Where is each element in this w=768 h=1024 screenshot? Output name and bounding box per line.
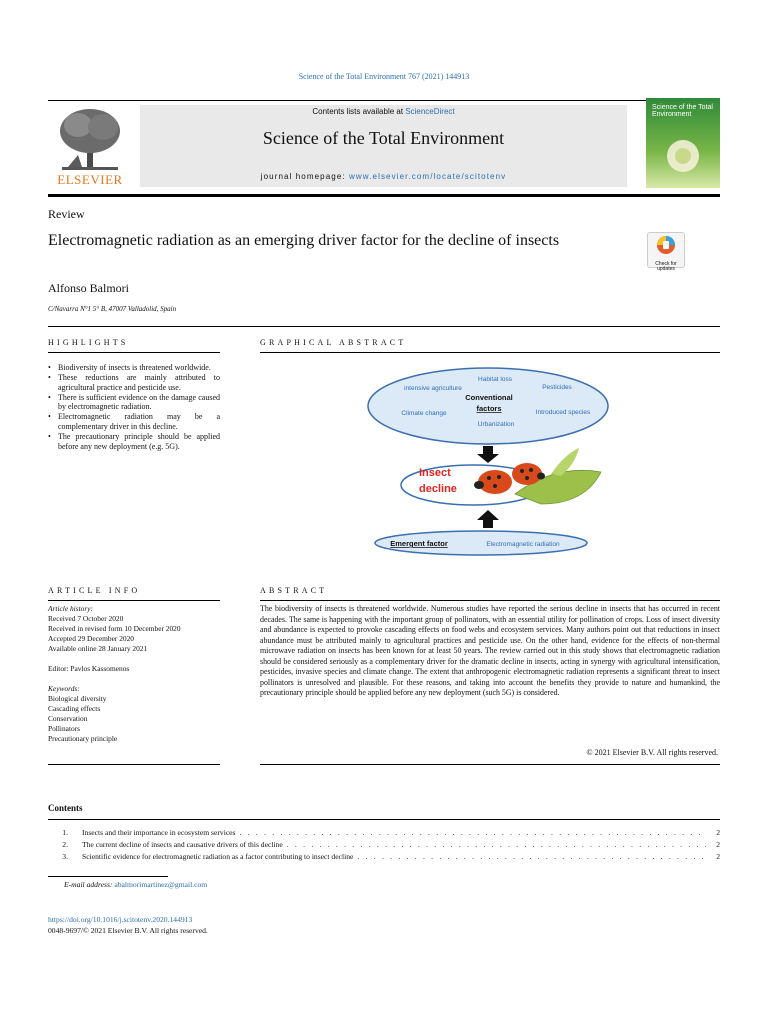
journal-homepage: [140, 172, 627, 181]
contents-rule: [48, 819, 720, 820]
history-revised: Received in revised form 10 December 2020: [48, 624, 181, 633]
keyword-item: Pollinators: [48, 724, 81, 733]
check-for-updates-button[interactable]: [647, 232, 685, 272]
toc-number: 1.: [62, 828, 68, 837]
homepage-link[interactable]: www.elsevier.com/locate/scitotenv: [349, 172, 507, 181]
crossmark-label: Check for updates: [655, 261, 677, 272]
toc-title: Scientific evidence for electromagnetic radiation as a factor contributing to insect decline: [82, 852, 354, 861]
toc-number: 3.: [62, 852, 68, 861]
toc-number: 2.: [62, 840, 68, 849]
toc-leader: [287, 840, 706, 849]
highlights-rule: [48, 352, 220, 353]
toc-entry[interactable]: [48, 840, 720, 851]
journal-citation-link[interactable]: Science of the Total Environment 767 (2021) 144913: [298, 72, 470, 81]
doi-link[interactable]: https://doi.org/10.1016/j.scitotenv.2020.144913: [48, 915, 193, 924]
editor-line: Editor: Pavlos Kassomenos: [48, 664, 130, 673]
email-label: E-mail address:: [64, 880, 113, 889]
footnote-rule: [48, 876, 168, 877]
cover-title: Science of the Total Environment: [652, 104, 713, 118]
sciencedirect-link[interactable]: ScienceDirect: [405, 107, 455, 116]
toc-entry[interactable]: [48, 828, 720, 839]
toc-entry[interactable]: [48, 852, 720, 863]
habitat-loss-label: Habitat loss: [478, 376, 512, 383]
history-online: Available online 28 January 2021: [48, 644, 148, 653]
keyword-item: Precautionary principle: [48, 734, 118, 743]
decline-label: decline: [419, 483, 457, 495]
history-label: Article history:: [48, 604, 93, 613]
keyword-item: Biological diversity: [48, 694, 107, 703]
climate-change-label: Climate change: [401, 410, 447, 417]
toc-leader: [240, 828, 706, 837]
toc-title: Insects and their importance in ecosystem services: [82, 828, 236, 837]
toc-page: 2: [716, 852, 720, 861]
homepage-prefix: journal homepage:: [260, 172, 350, 181]
highlights-heading: HIGHLIGHTS: [48, 338, 129, 347]
toc-page: 2: [716, 840, 720, 849]
electromagnetic-radiation-label: Electromagnetic radiation: [486, 541, 560, 548]
author-name: Alfonso Balmori: [48, 281, 129, 295]
crossmark-icon: [648, 233, 684, 257]
conventional-label: Conventional: [465, 393, 513, 402]
history-received: Received 7 October 2020: [48, 614, 124, 623]
keyword-item: Cascading effects: [48, 704, 101, 713]
abstract-bottom-rule: [260, 764, 720, 765]
toc-leader: [357, 852, 706, 861]
highlight-item: • There is sufficient evidence on the damage caused by electromagnetic radiation.: [48, 393, 220, 412]
issn-copyright: 0048-9697/© 2021 Elsevier B.V. All rights reserved.: [48, 926, 208, 935]
highlights-list: [48, 363, 220, 452]
contents-heading: Contents: [48, 803, 83, 813]
article-info-heading: ARTICLE INFO: [48, 586, 141, 595]
abstract-heading: ABSTRACT: [260, 586, 328, 595]
insect-label: Insect: [419, 467, 451, 479]
article-type: Review: [48, 207, 85, 221]
abstract-rule: [260, 600, 720, 601]
factors-label: factors: [476, 404, 502, 413]
up-arrow-icon: [477, 510, 499, 528]
highlight-item: • Electromagnetic radiation may be a complementary driver in this decline.: [48, 412, 220, 431]
author-affiliation: C/Navarra N°1 5° B, 47007 Valladolid, Spain: [48, 305, 177, 313]
history-accepted: Accepted 29 December 2020: [48, 634, 134, 643]
pesticides-label: Pesticides: [542, 384, 572, 391]
abstract-copyright: © 2021 Elsevier B.V. All rights reserved.: [586, 748, 718, 757]
introduced-species-label: Introduced species: [535, 409, 591, 416]
keywords-label: Keywords:: [48, 684, 80, 693]
down-arrow-icon: [477, 446, 499, 463]
keyword-item: Conservation: [48, 714, 88, 723]
masthead-bottom-rule: [48, 194, 720, 197]
article-info-rule: [48, 600, 220, 601]
emergent-factor-label: Emergent factor: [390, 539, 448, 548]
toc-title: The current decline of insects and causative drivers of this decline: [82, 840, 283, 849]
journal-cover-image[interactable]: [646, 98, 720, 188]
graphical-abstract-figure[interactable]: [365, 364, 611, 558]
intensive-agriculture-label: intensive agriculture: [404, 385, 462, 392]
article-info-block: [48, 604, 220, 744]
affiliation-rule: [48, 326, 720, 327]
highlight-item: • These reductions are mainly attributed to agricultural practice and pesticide use.: [48, 373, 220, 392]
urbanization-label: Urbanization: [477, 421, 515, 428]
masthead-top-rule: [48, 100, 720, 101]
article-title: Electromagnetic radiation as an emerging driver factor for the decline of insects: [48, 232, 560, 249]
highlight-item: • Biodiversity of insects is threatened worldwide.: [48, 363, 220, 373]
toc-page: 2: [716, 828, 720, 837]
abstract-text: The biodiversity of insects is threatened worldwide. Numerous studies have reported the serious decline in insects that has occurred in recent decades. The same is happening with the important group of pollinators, with an essential utility for pollination of crops. Loss of insect diversity and abundance is expected to provoke cascading effects on food webs and ecosystem services. Many authors point out that reductions in insect abundance must be attributed mainly to agricultural practices and pesticide use. On the other hand, evidence for the effects of non-thermal microwave radiation on insects has been known for at least 50 years. The review carried out in this study shows that electromagnetic radiation should be considered seriously as a complementary driver for the dramatic decline in insects, acting in synergy with agricultural intensification, pesticides, invasive species and climate change. The extent that anthropogenic electromagnetic radiation represents a significant threat to insect pollinators is unresolved and plausible. For these reasons, and taking into account the benefits they provide to nature and humankind, the precautionary principle should be applied before any new deployment (such 5G) is considered.: [260, 604, 720, 697]
email-link[interactable]: abalmorimartinez@gmail.com: [114, 880, 208, 889]
contents-prefix: Contents lists available at: [312, 107, 406, 116]
article-info-bottom-rule: [48, 764, 220, 765]
journal-title: Science of the Total Environment: [262, 128, 505, 148]
highlight-item: • The precautionary principle should be applied before any new deployment (e.g. 5G).: [48, 432, 220, 451]
graphical-abstract-rule: [260, 352, 720, 353]
graphical-abstract-heading: GRAPHICAL ABSTRACT: [260, 338, 407, 347]
elsevier-wordmark: ELSEVIER: [57, 172, 123, 187]
email-footnote: [48, 880, 207, 889]
contents-availability: [140, 107, 627, 116]
